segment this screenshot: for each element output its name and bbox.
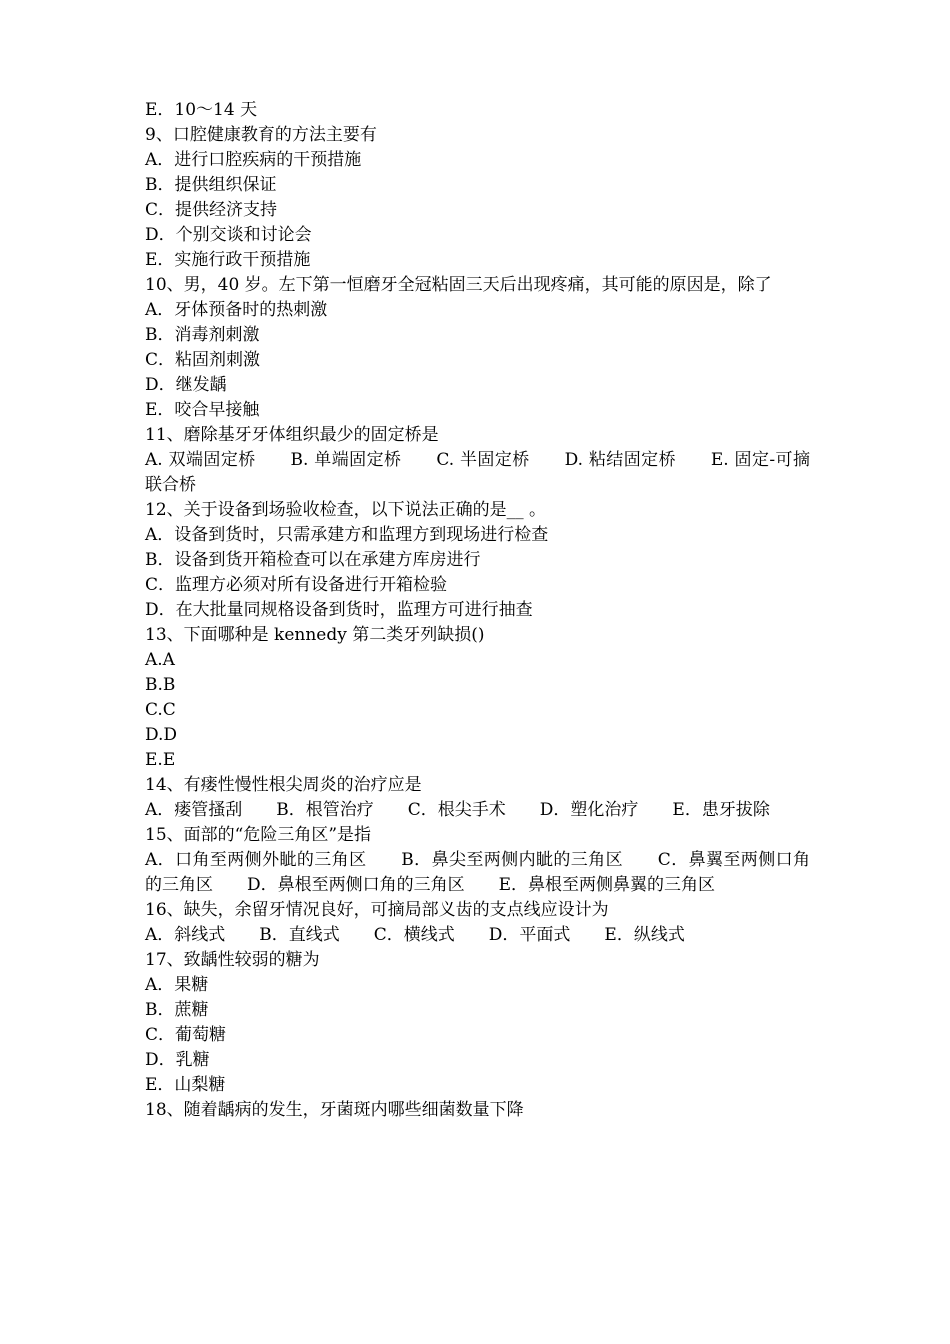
- q11-options: A. 双端固定桥 B. 单端固定桥 C. 半固定桥 D. 粘结固定桥 E. 固定-可摘联合桥: [145, 450, 810, 495]
- q18-question: 18、随着龋病的发生，牙菌斑内哪些细菌数量下降: [145, 1100, 524, 1120]
- q13-option-d: D.D: [145, 725, 178, 745]
- q10-option-d: D．继发龋: [145, 375, 227, 395]
- q15-question: 15、面部的“危险三角区”是指: [145, 825, 372, 845]
- q12-option-a: A．设备到货时，只需承建方和监理方到现场进行检查: [145, 525, 549, 545]
- q13-question: 13、下面哪种是 kennedy 第二类牙列缺损(): [145, 625, 485, 645]
- q13-option-e: E.E: [145, 750, 176, 770]
- q8-option-e: E．10～14 天: [145, 100, 258, 120]
- q12-option-c: C．监理方必须对所有设备进行开箱检验: [145, 575, 448, 595]
- q12-option-d: D．在大批量同规格设备到货时，监理方可进行抽查: [145, 600, 533, 620]
- q13-option-c: C.C: [145, 700, 176, 720]
- q16-options: A．斜线式 B．直线式 C．横线式 D．平面式 E．纵线式: [145, 925, 685, 945]
- q16-question: 16、缺失，余留牙情况良好，可摘局部义齿的支点线应设计为: [145, 900, 609, 920]
- q9-option-b: B．提供组织保证: [145, 175, 277, 195]
- q9-option-a: A．进行口腔疾病的干预措施: [145, 150, 362, 170]
- q17-question: 17、致龋性较弱的糖为: [145, 950, 320, 970]
- q10-option-b: B．消毒剂刺激: [145, 325, 260, 345]
- q17-option-d: D．乳糖: [145, 1050, 210, 1070]
- q12-question: 12、关于设备到场验收检查，以下说法正确的是__ 。: [145, 500, 547, 520]
- q9-option-c: C．提供经济支持: [145, 200, 278, 220]
- q13-option-a: A.A: [145, 650, 175, 670]
- document-page: [145, 98, 810, 1123]
- q9-option-d: D．个别交谈和讨论会: [145, 225, 312, 245]
- q14-question: 14、有瘘性慢性根尖周炎的治疗应是: [145, 775, 422, 795]
- q14-options: A．瘘管搔刮 B．根管治疗 C．根尖手术 D．塑化治疗 E．患牙拔除: [145, 800, 770, 820]
- q11-question: 11、磨除基牙牙体组织最少的固定桥是: [145, 425, 439, 445]
- q17-option-c: C．葡萄糖: [145, 1025, 227, 1045]
- q17-option-e: E．山梨糖: [145, 1075, 226, 1095]
- q9-option-e: E．实施行政干预措施: [145, 250, 311, 270]
- q12-option-b: B．设备到货开箱检查可以在承建方库房进行: [145, 550, 481, 570]
- q15-options: A．口角至两侧外眦的三角区 B．鼻尖至两侧内眦的三角区 C．鼻翼至两侧口角的三角区 D．鼻根至两侧口角的三角区 E．鼻根至两侧鼻翼的三角区: [145, 850, 810, 895]
- q10-option-a: A．牙体预备时的热刺激: [145, 300, 328, 320]
- q17-option-a: A．果糖: [145, 975, 209, 995]
- q9-question: 9、口腔健康教育的方法主要有: [145, 125, 377, 145]
- q13-option-b: B.B: [145, 675, 176, 695]
- q17-option-b: B．蔗糖: [145, 1000, 209, 1020]
- q10-option-c: C．粘固剂刺激: [145, 350, 261, 370]
- q10-option-e: E．咬合早接触: [145, 400, 260, 420]
- q10-question: 10、男，40 岁。左下第一恒磨牙全冠粘固三天后出现疼痛，其可能的原因是，除了: [145, 275, 772, 295]
